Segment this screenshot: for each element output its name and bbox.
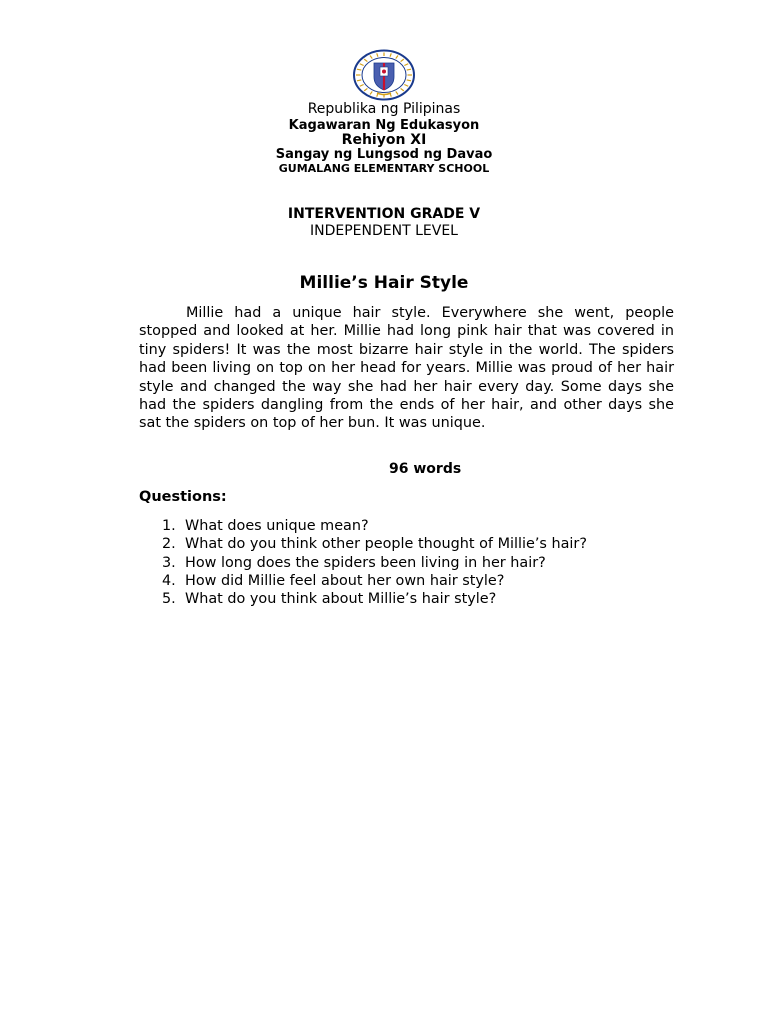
word-count: 96 words <box>389 461 462 477</box>
republic-name: Republika ng Pilipinas <box>307 101 461 117</box>
question-item <box>162 535 587 553</box>
intervention-grade-title: INTERVENTION GRADE V <box>287 206 481 222</box>
question-item <box>162 554 587 572</box>
school-name: GUMALANG ELEMENTARY SCHOOL <box>278 162 490 175</box>
division-name: Sangay ng Lungsod ng Davao <box>275 147 493 162</box>
question-item <box>162 590 587 608</box>
question-text: How did Millie feel about her own hair style? <box>185 572 505 589</box>
story-paragraph: Millie had a unique hair style. Everywhere she went, people stopped and looked at her. Millie had long pink hair that was covered in tiny spiders! It was the most bizarre hair style in the world. The spiders had been living on top on her head for years. Millie was proud of her hair style and changed the way she had her hair every day. Some days she had the spiders dangling from the ends of her hair, and other days she sat the spiders on top of her bun. It was unique. <box>139 305 674 432</box>
deped-seal-icon <box>352 49 416 101</box>
question-item <box>162 517 587 535</box>
department-name: Kagawaran Ng Edukasyon <box>288 118 480 133</box>
story-title: Millie’s Hair Style <box>299 273 469 293</box>
question-text: How long does the spiders been living in her hair? <box>185 554 546 571</box>
questions-heading: Questions: <box>139 489 227 505</box>
region-name: Rehiyon XI <box>341 132 427 148</box>
question-number: 3. <box>162 554 176 571</box>
question-item <box>162 572 587 590</box>
question-number: 1. <box>162 518 176 534</box>
question-list <box>162 517 587 608</box>
question-text: What do you think other people thought of Millie’s hair? <box>185 536 587 553</box>
question-number: 4. <box>162 572 176 589</box>
question-text: What do you think about Millie’s hair style? <box>185 591 497 608</box>
question-number: 5. <box>162 591 176 608</box>
question-text: What does unique mean? <box>185 518 369 534</box>
question-number: 2. <box>162 536 176 553</box>
independent-level-subtitle: INDEPENDENT LEVEL <box>310 223 458 239</box>
